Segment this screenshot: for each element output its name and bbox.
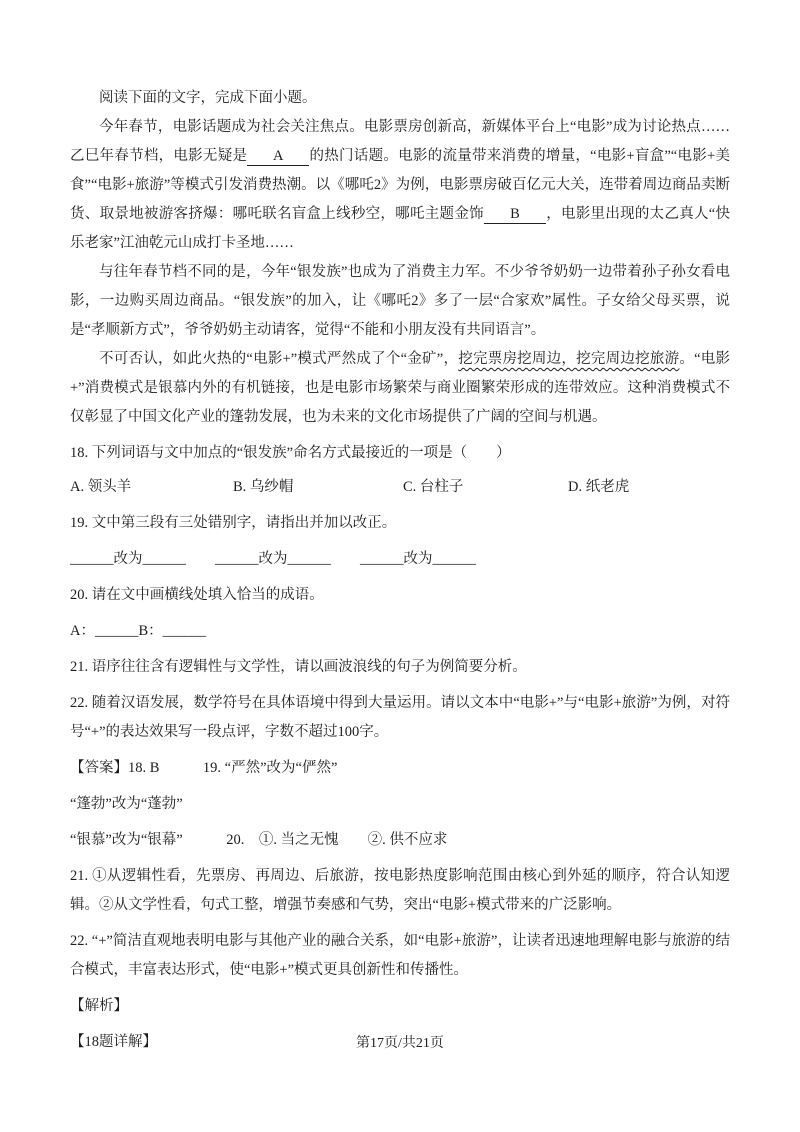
answer-line-18-19: 【答案】18. B 19. “严然”改为“俨然” (70, 760, 338, 776)
answer-21: 21. ①从逻辑性看，先票房、再周边、后旅游，按电影热度影响范围由核心到外延的顺序，符合认知逻辑。②从文学性看，句式工整，增强节奏感和气势，突出“电影+模式带来的广泛影响。 (70, 868, 730, 913)
option-a: A. 领头羊 (70, 479, 132, 495)
analysis-label: 【解析】 (70, 998, 128, 1014)
question-20: 20. 请在文中画横线处填入恰当的成语。 (70, 587, 324, 603)
passage-text: 的热门话题。电影的流量带来消费的增量，“电影+盲盒”“电影+美食”“电影+旅游”等模式引发消费热潮。以《哪吒2》为例，电影票房破百亿元大关，连带着周边商品卖断货、取景地被游客挤爆：哪吒联名盲盒上线秒空，哪吒主题金饰 (70, 148, 731, 222)
question-19-answer-blanks: ______改为______ ______改为______ ______改为______ (70, 551, 476, 567)
option-c: C. 台柱子 (403, 479, 464, 495)
detail-18-label: 【18题详解】 (70, 1034, 157, 1050)
passage-text: ，电影里出现的太乙真人“快乐老家”江油乾元山成打卡圣地…… (70, 206, 731, 251)
wavy-underlined-sentence: 挖完票房挖周边，挖完周边挖旅游 (458, 351, 680, 367)
option-b: B. 乌纱帽 (233, 479, 294, 495)
question-20-answer-blanks: A：______B：______ (70, 623, 207, 639)
passage-text: 。“电影+”消费模式是银慕内外的有机链接，也是电影市场繁荣与商业圈繁荣形成的连带效应。这种消费模式不仅彰显了中国文化产业的篷勃发展，也为未来的文化市场提供了广阔的空间与机遇。 (70, 351, 731, 425)
page-footer: 第17页/共21页 (356, 1036, 444, 1051)
option-d: D. 纸老虎 (568, 479, 630, 495)
answer-line-3-q20: “银慕”改为“银幕” 20. ①. 当之无愧 ②. 供不应求 (70, 832, 448, 848)
question-22: 22. 随着汉语发展，数学符号在具体语境中得到大量运用。请以文本中“电影+”与“电影+旅游”为例，对符号“+”的表达效果写一段点评，字数不超过100字。 (70, 695, 730, 740)
passage-text: 今年春节，电影话题成为社会关注焦点。电影票房创新高，新媒体平台上“电影”成为讨论热点……乙巳年春节档，电影无疑是 (70, 119, 730, 164)
passage-paragraph-2: 与往年春节档不同的是，今年“银发族”也成为了消费主力军。不少爷爷奶奶一边带着孙子孙女看电影，一边购买周边商品。“银发族”的加入，让《哪吒2》多了一层“合家欢”属性。子女给父母买票，说是“孝顺新方式”，爷爷奶奶主动请客，觉得“不能和小朋友没有共同语言”。 (70, 264, 730, 338)
question-19: 19. 文中第三段有三处错别字，请指出并加以改正。 (70, 515, 397, 531)
passage-text: 不可否认，如此火热的“电影+”模式严然成了个“金矿”， (99, 351, 459, 367)
fill-in-blank-b: B (484, 206, 546, 224)
question-18-options (70, 473, 730, 502)
answer-22: 22. “+”简洁直观地表明电影与其他产业的融合关系，如“电影+旅游”，让读者迅速地理解电影与旅游的结合模式，丰富表达形式，使“电影+”模式更具创新性和传播性。 (70, 933, 730, 978)
passage-paragraph-1 (70, 113, 730, 258)
fill-in-blank-a: A (247, 148, 309, 166)
passage-intro: 阅读下面的文字，完成下面小题。 (99, 90, 317, 106)
question-21: 21. 语序往往含有逻辑性与文学性，请以画波浪线的句子为例简要分析。 (70, 659, 527, 675)
question-18: 18. 下列词语与文中加点的“银发族”命名方式最接近的一项是（ ） (70, 445, 511, 461)
answer-line-2: “篷勃”改为“蓬勃” (70, 796, 183, 812)
passage-paragraph-3 (70, 345, 730, 432)
